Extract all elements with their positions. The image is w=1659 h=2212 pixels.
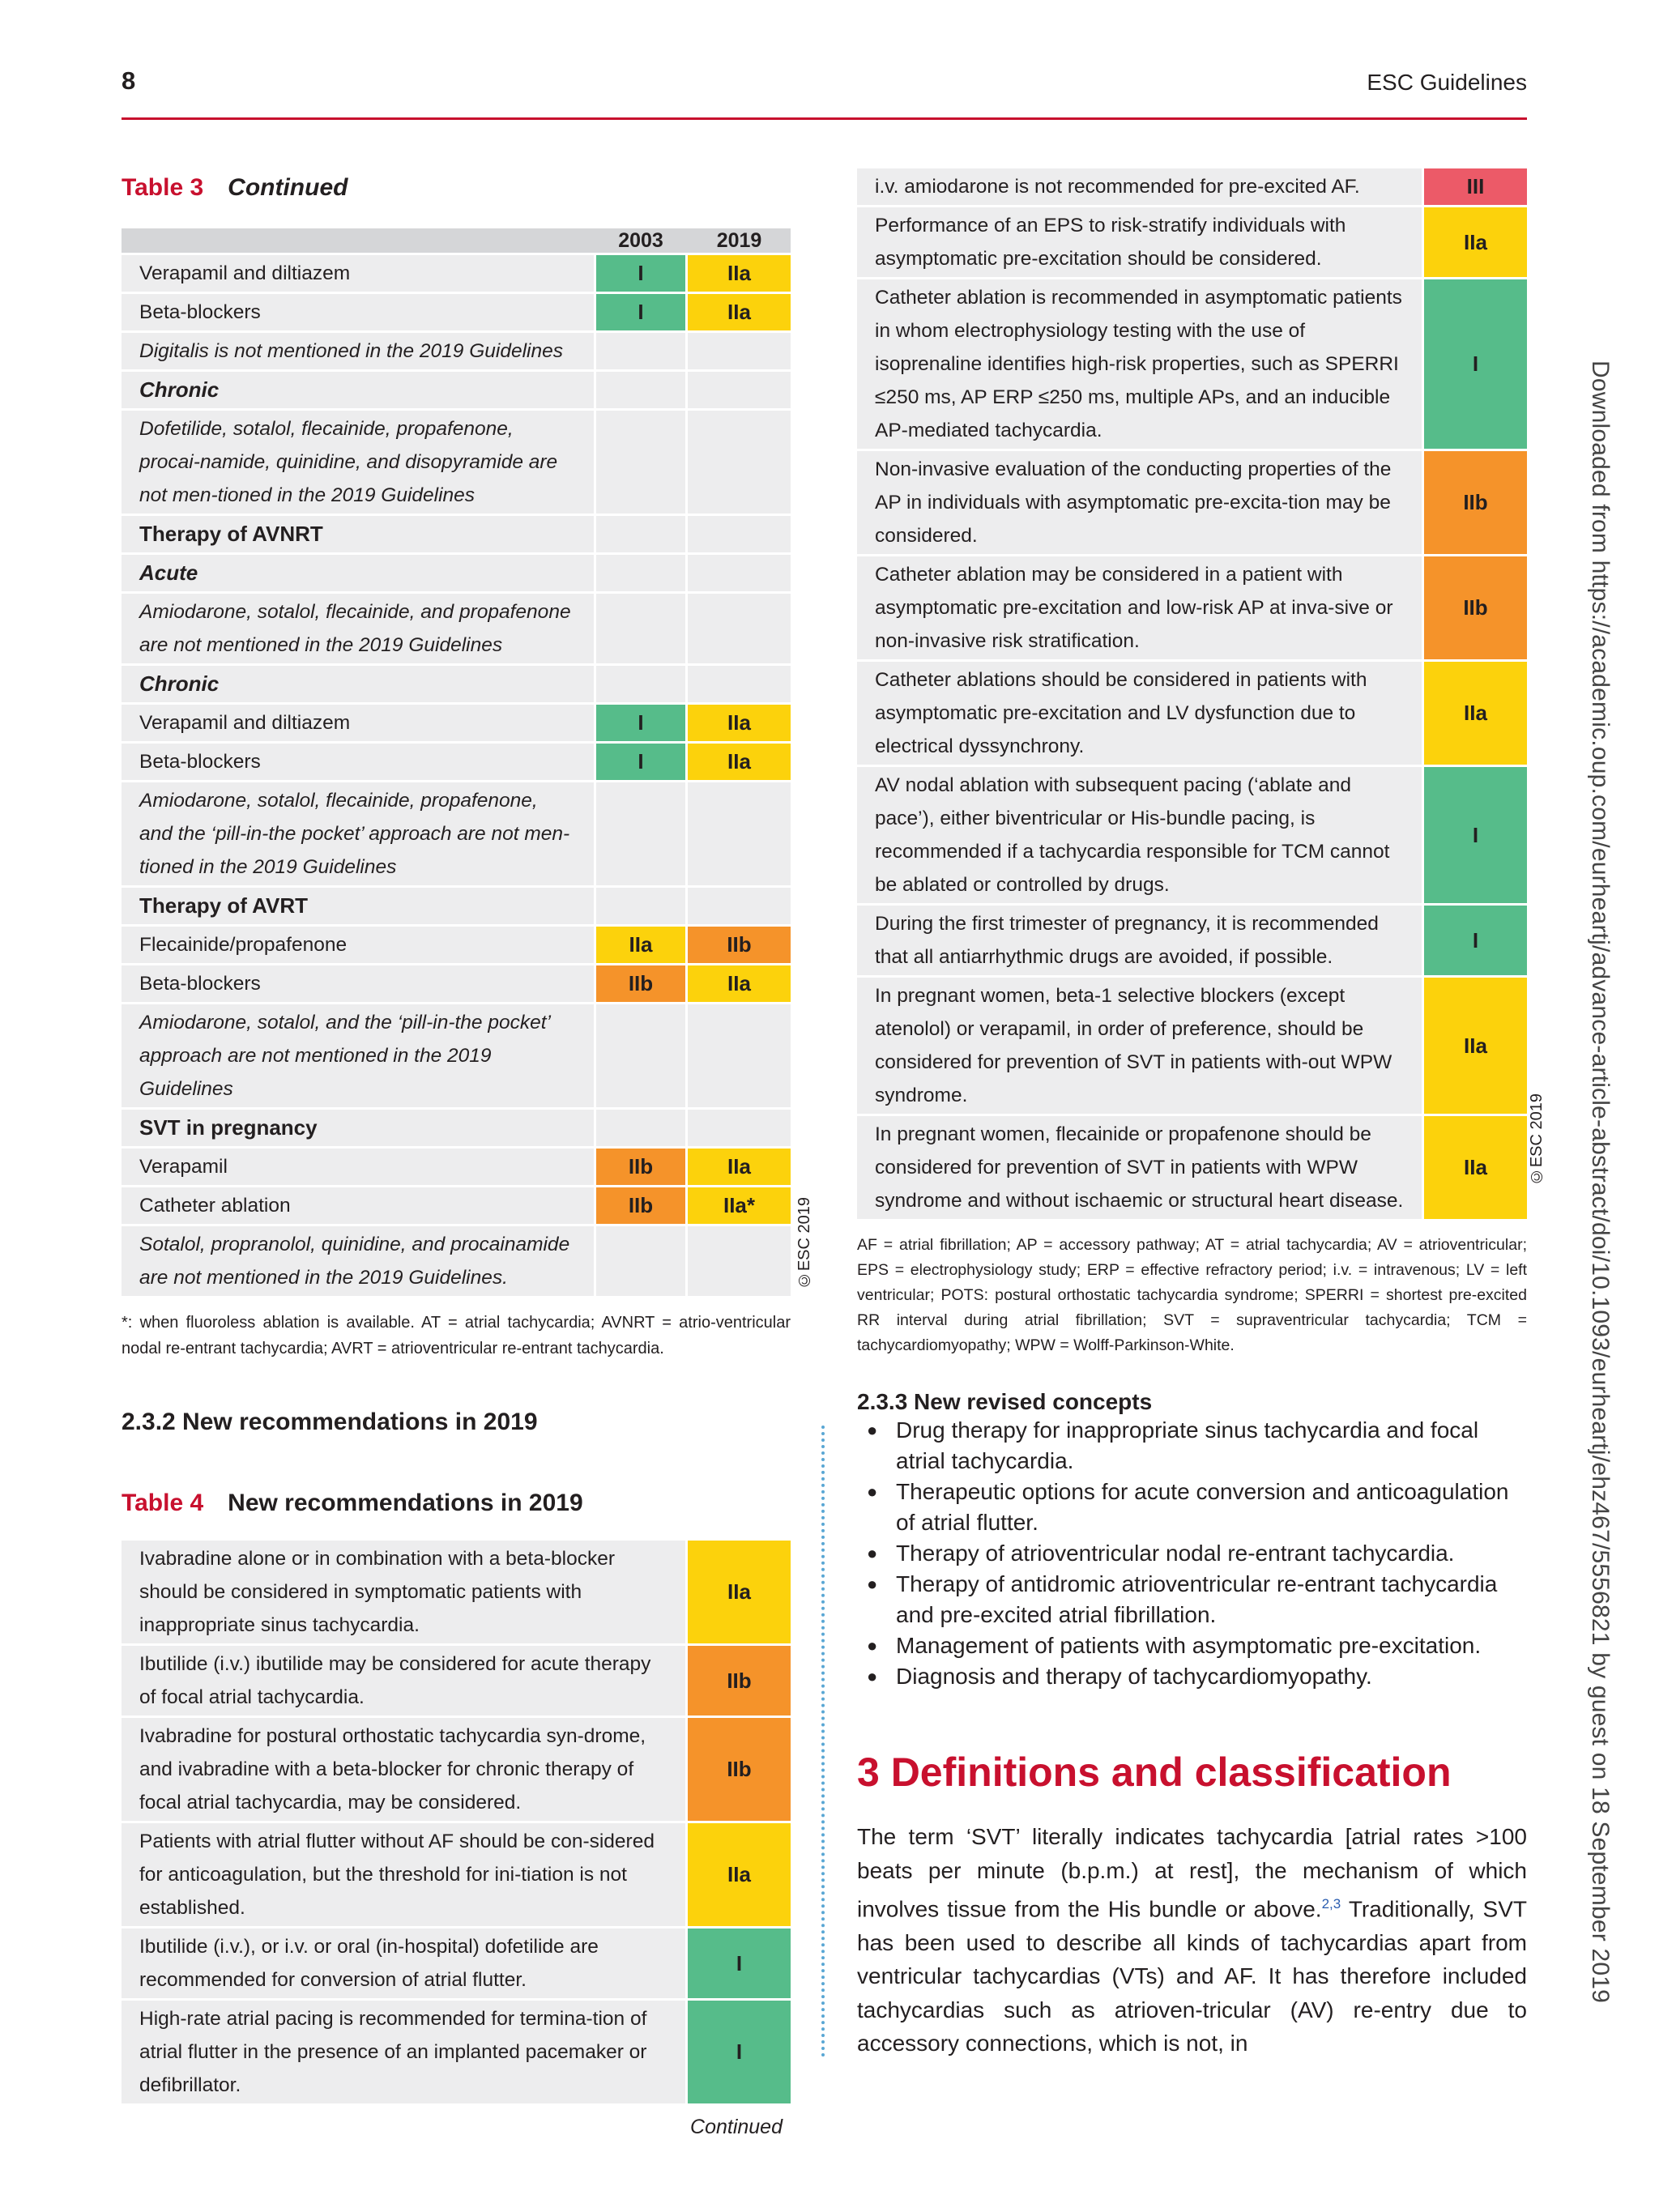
class-2019-cell — [688, 1226, 791, 1296]
table3-label: Table 3 — [122, 174, 204, 201]
class-2019-cell: IIa — [688, 705, 791, 741]
class-2003-cell: IIb — [596, 965, 685, 1002]
table-row — [122, 927, 791, 963]
list-item: ● Management of patients with asymptomatic pre-excitation. — [857, 1630, 1527, 1661]
list-item: ● Diagnosis and therapy of tachycardiomyopathy. — [857, 1661, 1527, 1692]
class-2003-cell — [596, 782, 685, 885]
table-row — [857, 168, 1527, 205]
table3-header-row — [122, 228, 791, 253]
table3-body — [122, 228, 791, 1296]
table-row — [122, 1226, 791, 1296]
class-2003-cell — [596, 372, 685, 408]
table4-body — [122, 1541, 791, 2103]
table-row — [857, 767, 1527, 903]
table4-title: New recommendations in 2019 — [228, 1490, 583, 1516]
right-table-footnote: AF = atrial fibrillation; AP = accessory pathway; AT = atrial tachycardia; AV = atrioventricular; EPS = electrophysiology study; ERP = effective refractory period; i.v. = intravenous; LV = left ventricular; POTS: postural orthostatic tachycardia syndrome; SPERRI = shortest pre-excited RR interval during atrial fibrillation; SVT = supraventricular tachycardia; TCM = tachycardiomyopathy; WPW = Wolff-Parkinson-White. — [857, 1236, 1527, 1354]
table-row — [857, 906, 1527, 975]
class-2003-cell: I — [596, 255, 685, 292]
class-2019-cell — [688, 555, 791, 591]
class-badge: I — [1424, 906, 1527, 975]
table-row — [122, 705, 791, 741]
class-badge: I — [1424, 767, 1527, 903]
left-column — [122, 174, 813, 2139]
class-badge: IIb — [688, 1718, 791, 1821]
running-head: ESC Guidelines — [1367, 70, 1527, 95]
class-badge: I — [688, 2001, 791, 2103]
row-text: Flecainide/propafenone — [122, 927, 594, 963]
row-text: Verapamil — [122, 1149, 594, 1185]
table-row — [122, 555, 791, 591]
class-2019-cell — [688, 372, 791, 408]
section-3-paragraph — [857, 1820, 1527, 2061]
row-text: Therapy of AVNRT — [122, 516, 594, 552]
class-badge: IIb — [1424, 451, 1527, 554]
row-text: Beta-blockers — [122, 744, 594, 780]
class-badge: IIa — [1424, 1116, 1527, 1219]
recommendation-text: Ivabradine alone or in combination with a beta-blocker should be considered in symptomatic patients with inappropriate sinus tachycardia. — [122, 1541, 685, 1643]
row-text: Acute — [122, 555, 594, 591]
row-text: Catheter ablation — [122, 1187, 594, 1224]
class-2003-cell — [596, 594, 685, 663]
table3-footnote: *: when fluoroless ablation is available. AT = atrial tachycardia; AVNRT = atrio-ventricular nodal re-entrant tachycardia; AVRT = atrioventricular re-entrant tachycardia. — [122, 1314, 791, 1357]
row-text: Chronic — [122, 666, 594, 702]
table3 — [122, 226, 791, 1298]
class-2019-cell: IIa* — [688, 1187, 791, 1224]
class-2003-cell — [596, 1226, 685, 1296]
class-badge: I — [1424, 279, 1527, 449]
recommendation-text: During the first trimester of pregnancy, it is recommended that all antiarrhythmic drugs are avoided, if possible. — [857, 906, 1422, 975]
class-badge: III — [1424, 168, 1527, 205]
table3-caption — [122, 174, 791, 202]
recommendation-text: Catheter ablation is recommended in asymptomatic patients in whom electrophysiology testing with the use of isoprenaline identifies high-risk properties, such as SPERRI ≤250 ms, AP ERP ≤250 ms, multiple APs, and an inducible AP-mediated tachycardia. — [857, 279, 1422, 449]
class-2019-cell — [688, 782, 791, 885]
recommendation-text: In pregnant women, beta-1 selective blockers (except atenolol) or verapamil, in order of preference, should be considered for prevention of SVT in patients with-out WPW syndrome. — [857, 978, 1422, 1114]
table-row — [857, 978, 1527, 1114]
class-badge: IIb — [688, 1646, 791, 1715]
class-badge: IIa — [688, 1541, 791, 1643]
row-text: Beta-blockers — [122, 965, 594, 1002]
table-row — [857, 1116, 1527, 1219]
table-row — [122, 744, 791, 780]
class-badge: IIa — [1424, 662, 1527, 765]
class-2003-cell: IIb — [596, 1187, 685, 1224]
table4-label: Table 4 — [122, 1490, 204, 1516]
right-table-body — [857, 168, 1527, 1219]
class-2019-cell: IIa — [688, 965, 791, 1002]
section-3-heading: 3 Definitions and classification — [857, 1750, 1452, 1795]
table4 — [122, 1538, 791, 2106]
table3-title: Continued — [228, 174, 348, 201]
table-row — [122, 516, 791, 552]
table-row — [122, 1541, 791, 1643]
recommendation-text: In pregnant women, flecainide or propafenone should be considered for prevention of SVT in patients with WPW syndrome and without ischaemic or structural heart disease. — [857, 1116, 1422, 1219]
row-text: Amiodarone, sotalol, and the ‘pill-in-the pocket’ approach are not mentioned in the 2019 Guidelines — [122, 1004, 594, 1107]
row-text: Chronic — [122, 372, 594, 408]
row-text: Verapamil and diltiazem — [122, 255, 594, 292]
table-row — [122, 594, 791, 663]
class-2019-cell — [688, 666, 791, 702]
table4-caption — [122, 1490, 791, 1517]
section-233-heading: 2.3.3 New revised concepts — [857, 1389, 1153, 1414]
class-2003-cell — [596, 1110, 685, 1146]
recommendation-text: Ibutilide (i.v.), or i.v. or oral (in-hospital) dofetilide are recommended for conversion of atrial flutter. — [122, 1929, 685, 1998]
table-row — [122, 1004, 791, 1107]
table-row — [122, 1110, 791, 1146]
class-badge: IIa — [1424, 978, 1527, 1114]
table3-header-blank — [122, 228, 594, 253]
class-badge: I — [688, 1929, 791, 1998]
table-row — [122, 411, 791, 514]
table-row — [122, 1718, 791, 1821]
row-text: Sotalol, propranolol, quinidine, and procainamide are not mentioned in the 2019 Guidelines. — [122, 1226, 594, 1296]
recommendation-text: Catheter ablation may be considered in a patient with asymptomatic pre-excitation and low-risk AP at inva-sive or non-invasive risk stratification. — [857, 556, 1422, 659]
section-232-heading: 2.3.2 New recommendations in 2019 — [122, 1409, 538, 1435]
class-2003-cell — [596, 666, 685, 702]
paragraph-text-2: Traditionally, SVT has been used to describe all kinds of tachycardias apart from ventricular tachycardias (VTs) and AF. It has therefore included tachycardias such as atrioven-tricular (AV) re-entry due to accessory connections, which is not, in — [857, 1896, 1528, 2056]
table-row — [122, 782, 791, 885]
row-text: Beta-blockers — [122, 294, 594, 330]
class-badge: IIb — [1424, 556, 1527, 659]
table-row — [857, 556, 1527, 659]
class-2003-cell — [596, 555, 685, 591]
recommendation-text: i.v. amiodarone is not recommended for pre-excited AF. — [857, 168, 1422, 205]
table-row — [122, 1823, 791, 1926]
table-row — [122, 2001, 791, 2103]
class-badge: IIa — [688, 1823, 791, 1926]
row-text: Therapy of AVRT — [122, 888, 594, 924]
table-row — [122, 1187, 791, 1224]
table-row — [122, 666, 791, 702]
list-item: ● Therapy of atrioventricular nodal re-entrant tachycardia. — [857, 1538, 1527, 1569]
recommendation-text: Non-invasive evaluation of the conducting properties of the AP in individuals with asymptomatic pre-excita-tion may be considered. — [857, 451, 1422, 554]
row-text: Verapamil and diltiazem — [122, 705, 594, 741]
list-item: ● Therapy of antidromic atrioventricular re-entrant tachycardia and pre-excited atrial fibrillation. — [857, 1569, 1527, 1630]
concepts-list — [857, 1415, 1527, 1692]
class-2019-cell: IIa — [688, 744, 791, 780]
class-2003-cell — [596, 1004, 685, 1107]
class-badge: IIa — [1424, 207, 1527, 277]
table-row — [122, 255, 791, 292]
recommendation-text: Patients with atrial flutter without AF should be con-sidered for anticoagulation, but the threshold for ini-tiation is not established. — [122, 1823, 685, 1926]
table-row — [122, 372, 791, 408]
table3-wrap — [122, 226, 813, 1298]
class-2003-cell — [596, 516, 685, 552]
col-2019-header: 2019 — [688, 228, 791, 253]
recommendation-text: Ivabradine for postural orthostatic tachycardia syn-drome, and ivabradine with a beta-blocker for chronic therapy of focal atrial tachycardia, may be considered. — [122, 1718, 685, 1821]
page-number: 8 — [122, 66, 136, 95]
table-row — [122, 1149, 791, 1185]
table-row — [122, 965, 791, 1002]
reference-link[interactable]: 2,3 — [1321, 1896, 1341, 1912]
table-row — [122, 294, 791, 330]
esc-copyright-mark-right: ©ESC 2019 — [1528, 1093, 1546, 1186]
class-2019-cell — [688, 888, 791, 924]
class-2003-cell — [596, 411, 685, 514]
table-row — [857, 451, 1527, 554]
row-text: Digitalis is not mentioned in the 2019 Guidelines — [122, 333, 594, 369]
header-rule — [122, 117, 1527, 120]
table-row — [122, 888, 791, 924]
recommendation-text: Performance of an EPS to risk-stratify individuals with asymptomatic pre-excitation should be considered. — [857, 207, 1422, 277]
table-row — [857, 279, 1527, 449]
table-row — [857, 662, 1527, 765]
class-2019-cell: IIa — [688, 1149, 791, 1185]
paragraph-text-1: The term ‘SVT’ literally indicates tachycardia [atrial rates >100 beats per minute (b.p.m.) at rest], the mechanism of which involves tissue from the His bundle or above. — [857, 1824, 1527, 1922]
table4-continued: Continued — [690, 2116, 783, 2138]
class-2003-cell — [596, 333, 685, 369]
class-2019-cell — [688, 333, 791, 369]
download-side-note: Downloaded from https://academic.oup.com/eurheartj/advance-article-abstract/doi/10.1093/eurheartj/ehz467/5556821 by guest on 18 September 2019 — [1587, 360, 1614, 2003]
column-divider — [821, 1426, 825, 2057]
class-2003-cell: IIb — [596, 1149, 685, 1185]
class-2019-cell — [688, 516, 791, 552]
right-table — [857, 166, 1527, 1221]
recommendation-text: Ibutilide (i.v.) ibutilide may be considered for acute therapy of focal atrial tachycardia. — [122, 1646, 685, 1715]
table-row — [122, 1646, 791, 1715]
right-column — [857, 166, 1546, 2061]
class-2019-cell — [688, 594, 791, 663]
table-row — [122, 333, 791, 369]
class-2019-cell: IIa — [688, 294, 791, 330]
col-2003-header: 2003 — [596, 228, 685, 253]
table-row — [857, 207, 1527, 277]
table-row — [122, 1929, 791, 1998]
row-text: Amiodarone, sotalol, flecainide, and propafenone are not mentioned in the 2019 Guidelines — [122, 594, 594, 663]
row-text: SVT in pregnancy — [122, 1110, 594, 1146]
class-2019-cell — [688, 1004, 791, 1107]
class-2019-cell: IIa — [688, 255, 791, 292]
class-2019-cell: IIb — [688, 927, 791, 963]
row-text: Amiodarone, sotalol, flecainide, propafenone, and the ‘pill-in-the pocket’ approach are not men-tioned in the 2019 Guidelines — [122, 782, 594, 885]
recommendation-text: Catheter ablations should be considered in patients with asymptomatic pre-excitation and LV dysfunction due to electrical dyssynchrony. — [857, 662, 1422, 765]
esc-copyright-mark: ©ESC 2019 — [795, 1196, 813, 1289]
class-2019-cell — [688, 1110, 791, 1146]
class-2003-cell: I — [596, 294, 685, 330]
list-item: ● Drug therapy for inappropriate sinus tachycardia and focal atrial tachycardia. — [857, 1415, 1527, 1477]
recommendation-text: High-rate atrial pacing is recommended for termina-tion of atrial flutter in the presence of an implanted pacemaker or defibrillator. — [122, 2001, 685, 2103]
class-2003-cell: I — [596, 705, 685, 741]
list-item: ● Therapeutic options for acute conversion and anticoagulation of atrial flutter. — [857, 1477, 1527, 1538]
row-text: Dofetilide, sotalol, flecainide, propafenone, procai-namide, quinidine, and disopyramide are not men-tioned in the 2019 Guidelines — [122, 411, 594, 514]
right-table-wrap — [857, 166, 1546, 1221]
class-2019-cell — [688, 411, 791, 514]
class-2003-cell: IIa — [596, 927, 685, 963]
class-2003-cell — [596, 888, 685, 924]
class-2003-cell: I — [596, 744, 685, 780]
recommendation-text: AV nodal ablation with subsequent pacing (‘ablate and pace’), either biventricular or His-bundle pacing, is recommended if a tachycardia responsible for TCM cannot be ablated or controlled by drugs. — [857, 767, 1422, 903]
